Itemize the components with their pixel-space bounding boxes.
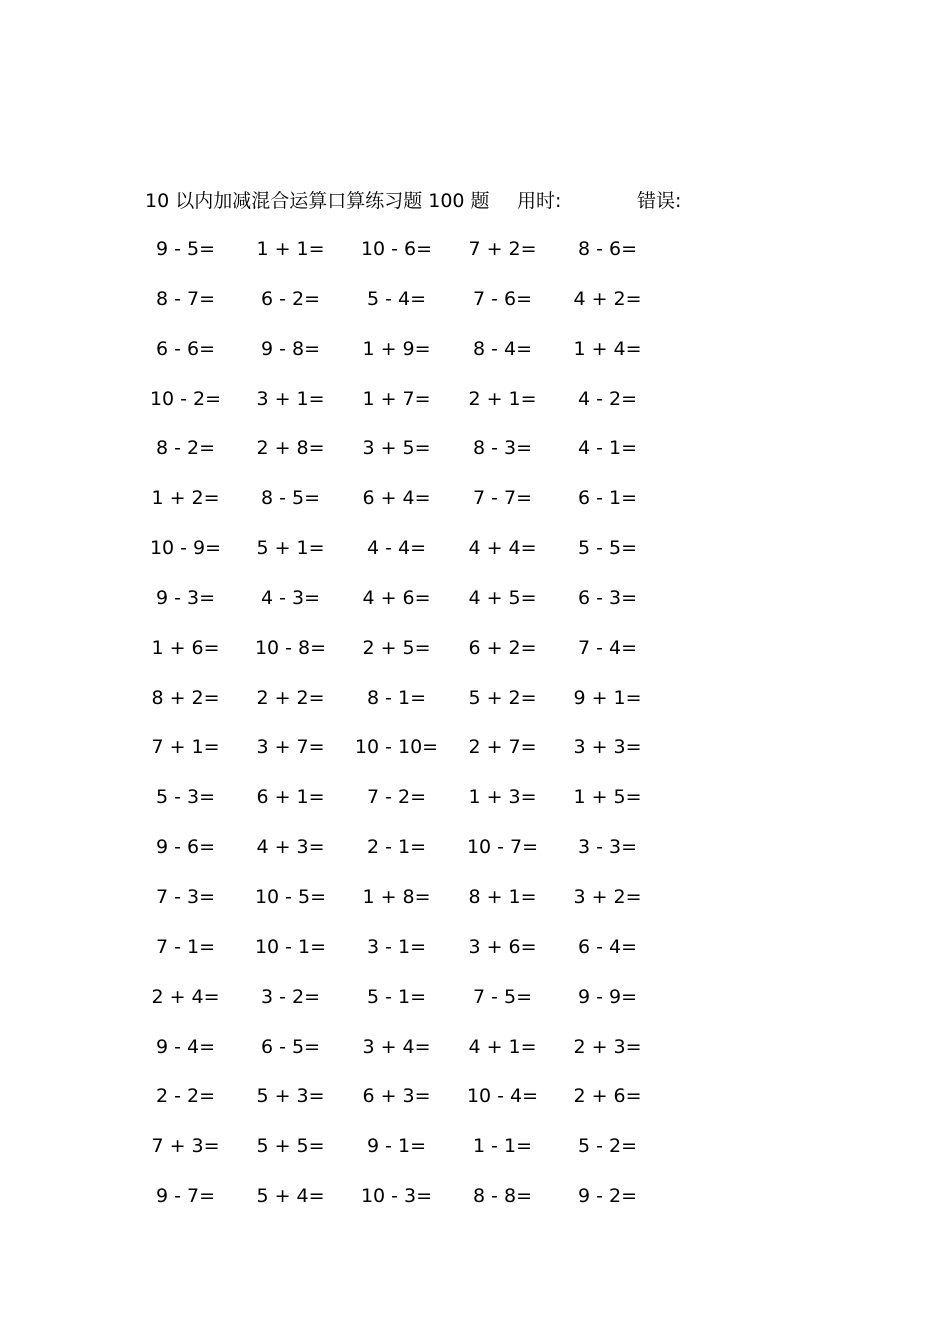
arithmetic-problem: 8 - 5= — [260, 487, 321, 510]
arithmetic-problem: 10 - 2= — [149, 387, 222, 410]
arithmetic-problem: 5 + 1= — [256, 537, 325, 560]
arithmetic-problem: 1 + 3= — [468, 786, 537, 809]
arithmetic-problem: 5 - 1= — [366, 985, 427, 1008]
problem-row — [145, 235, 705, 285]
arithmetic-problem: 10 - 3= — [360, 1185, 433, 1208]
arithmetic-problem: 2 + 3= — [573, 1035, 642, 1058]
arithmetic-problem: 9 - 9= — [577, 985, 638, 1008]
arithmetic-problem: 1 - 1= — [472, 1135, 533, 1158]
problem-row — [145, 983, 705, 1033]
arithmetic-problem: 1 + 5= — [573, 786, 642, 809]
arithmetic-problem: 7 + 2= — [468, 238, 537, 260]
arithmetic-problem: 4 + 4= — [468, 537, 537, 560]
problem-row — [145, 335, 705, 385]
arithmetic-problem: 2 + 4= — [151, 985, 220, 1008]
arithmetic-problem: 4 - 3= — [260, 586, 321, 609]
problem-row — [145, 684, 705, 734]
arithmetic-problem: 9 - 7= — [155, 1185, 216, 1208]
problem-grid — [145, 235, 705, 1232]
problem-row — [145, 783, 705, 833]
arithmetic-problem: 6 - 3= — [577, 586, 638, 609]
problem-row — [145, 285, 705, 335]
arithmetic-problem: 3 + 7= — [256, 736, 325, 759]
arithmetic-problem: 2 - 1= — [366, 836, 427, 859]
arithmetic-problem: 10 - 4= — [466, 1085, 539, 1108]
arithmetic-problem: 8 - 8= — [472, 1185, 533, 1208]
arithmetic-problem: 2 + 2= — [256, 686, 325, 709]
arithmetic-problem: 4 + 5= — [468, 586, 537, 609]
arithmetic-problem: 6 + 2= — [468, 636, 537, 659]
arithmetic-problem: 10 - 6= — [360, 238, 433, 260]
arithmetic-problem: 3 - 2= — [260, 985, 321, 1008]
arithmetic-problem: 4 - 4= — [366, 537, 427, 560]
arithmetic-problem: 6 - 6= — [155, 337, 216, 360]
arithmetic-problem: 5 - 2= — [577, 1135, 638, 1158]
arithmetic-problem: 3 - 3= — [577, 836, 638, 859]
arithmetic-problem: 7 - 2= — [366, 786, 427, 809]
arithmetic-problem: 6 + 3= — [362, 1085, 431, 1108]
arithmetic-problem: 3 + 6= — [468, 935, 537, 958]
arithmetic-problem: 1 + 9= — [362, 337, 431, 360]
problem-row — [145, 484, 705, 534]
arithmetic-problem: 2 + 6= — [573, 1085, 642, 1108]
arithmetic-problem: 3 - 1= — [366, 935, 427, 958]
arithmetic-problem: 5 + 2= — [468, 686, 537, 709]
arithmetic-problem: 2 - 2= — [155, 1085, 216, 1108]
arithmetic-problem: 8 - 3= — [472, 437, 533, 460]
arithmetic-problem: 4 - 2= — [577, 387, 638, 410]
problem-row — [145, 833, 705, 883]
arithmetic-problem: 5 + 4= — [256, 1185, 325, 1208]
arithmetic-problem: 1 + 8= — [362, 885, 431, 908]
problem-row — [145, 1132, 705, 1182]
arithmetic-problem: 3 + 4= — [362, 1035, 431, 1058]
arithmetic-problem: 9 - 4= — [155, 1035, 216, 1058]
arithmetic-problem: 5 + 3= — [256, 1085, 325, 1108]
arithmetic-problem: 5 - 4= — [366, 287, 427, 310]
arithmetic-problem: 1 + 7= — [362, 387, 431, 410]
arithmetic-problem: 3 + 5= — [362, 437, 431, 460]
arithmetic-problem: 8 - 6= — [577, 238, 638, 260]
arithmetic-problem: 6 + 4= — [362, 487, 431, 510]
arithmetic-problem: 8 - 2= — [155, 437, 216, 460]
arithmetic-problem: 10 - 1= — [254, 935, 327, 958]
arithmetic-problem: 6 - 1= — [577, 487, 638, 510]
arithmetic-problem: 5 - 3= — [155, 786, 216, 809]
arithmetic-problem: 9 + 1= — [573, 686, 642, 709]
arithmetic-problem: 8 + 1= — [468, 885, 537, 908]
arithmetic-problem: 4 + 3= — [256, 836, 325, 859]
errors-label: 错误: — [637, 190, 682, 212]
arithmetic-problem: 7 - 3= — [155, 885, 216, 908]
arithmetic-problem: 1 + 4= — [573, 337, 642, 360]
arithmetic-problem: 2 + 7= — [468, 736, 537, 759]
time-used-label: 用时: — [517, 190, 562, 212]
arithmetic-problem: 7 - 6= — [472, 287, 533, 310]
arithmetic-problem: 9 - 5= — [155, 238, 216, 260]
arithmetic-problem: 3 + 2= — [573, 885, 642, 908]
arithmetic-problem: 10 - 7= — [466, 836, 539, 859]
arithmetic-problem: 10 - 10= — [354, 736, 439, 759]
arithmetic-problem: 9 - 8= — [260, 337, 321, 360]
problem-row — [145, 733, 705, 783]
arithmetic-problem: 2 + 8= — [256, 437, 325, 460]
problem-row — [145, 534, 705, 584]
arithmetic-problem: 7 - 7= — [472, 487, 533, 510]
arithmetic-problem: 9 - 2= — [577, 1185, 638, 1208]
arithmetic-problem: 1 + 6= — [151, 636, 220, 659]
arithmetic-problem: 8 - 1= — [366, 686, 427, 709]
problem-row — [145, 883, 705, 933]
arithmetic-problem: 9 - 1= — [366, 1135, 427, 1158]
arithmetic-problem: 4 - 1= — [577, 437, 638, 460]
arithmetic-problem: 3 + 3= — [573, 736, 642, 759]
problem-row — [145, 933, 705, 983]
problem-row — [145, 1082, 705, 1132]
arithmetic-problem: 7 - 1= — [155, 935, 216, 958]
arithmetic-problem: 4 + 6= — [362, 586, 431, 609]
problem-row — [145, 634, 705, 684]
arithmetic-problem: 5 - 5= — [577, 537, 638, 560]
arithmetic-problem: 3 + 1= — [256, 387, 325, 410]
arithmetic-problem: 2 + 5= — [362, 636, 431, 659]
arithmetic-problem: 6 - 5= — [260, 1035, 321, 1058]
arithmetic-problem: 7 - 5= — [472, 985, 533, 1008]
problem-row — [145, 584, 705, 634]
arithmetic-problem: 6 - 4= — [577, 935, 638, 958]
arithmetic-problem: 6 - 2= — [260, 287, 321, 310]
arithmetic-problem: 8 + 2= — [151, 686, 220, 709]
arithmetic-problem: 7 + 1= — [151, 736, 220, 759]
problem-row — [145, 1182, 705, 1232]
problem-row — [145, 385, 705, 435]
arithmetic-problem: 2 + 1= — [468, 387, 537, 410]
arithmetic-problem: 10 - 5= — [254, 885, 327, 908]
arithmetic-problem: 4 + 1= — [468, 1035, 537, 1058]
arithmetic-problem: 9 - 6= — [155, 836, 216, 859]
arithmetic-problem: 1 + 2= — [151, 487, 220, 510]
arithmetic-problem: 7 - 4= — [577, 636, 638, 659]
worksheet-title: 10 以内加减混合运算口算练习题 100 题 — [145, 190, 490, 212]
arithmetic-problem: 8 - 7= — [155, 287, 216, 310]
arithmetic-problem: 1 + 1= — [256, 238, 325, 260]
arithmetic-problem: 9 - 3= — [155, 586, 216, 609]
arithmetic-problem: 4 + 2= — [573, 287, 642, 310]
arithmetic-problem: 10 - 9= — [149, 537, 222, 560]
arithmetic-problem: 10 - 8= — [254, 636, 327, 659]
arithmetic-problem: 7 + 3= — [151, 1135, 220, 1158]
arithmetic-problem: 6 + 1= — [256, 786, 325, 809]
problem-row — [145, 434, 705, 484]
arithmetic-problem: 5 + 5= — [256, 1135, 325, 1158]
problem-row — [145, 1033, 705, 1083]
arithmetic-problem: 8 - 4= — [472, 337, 533, 360]
